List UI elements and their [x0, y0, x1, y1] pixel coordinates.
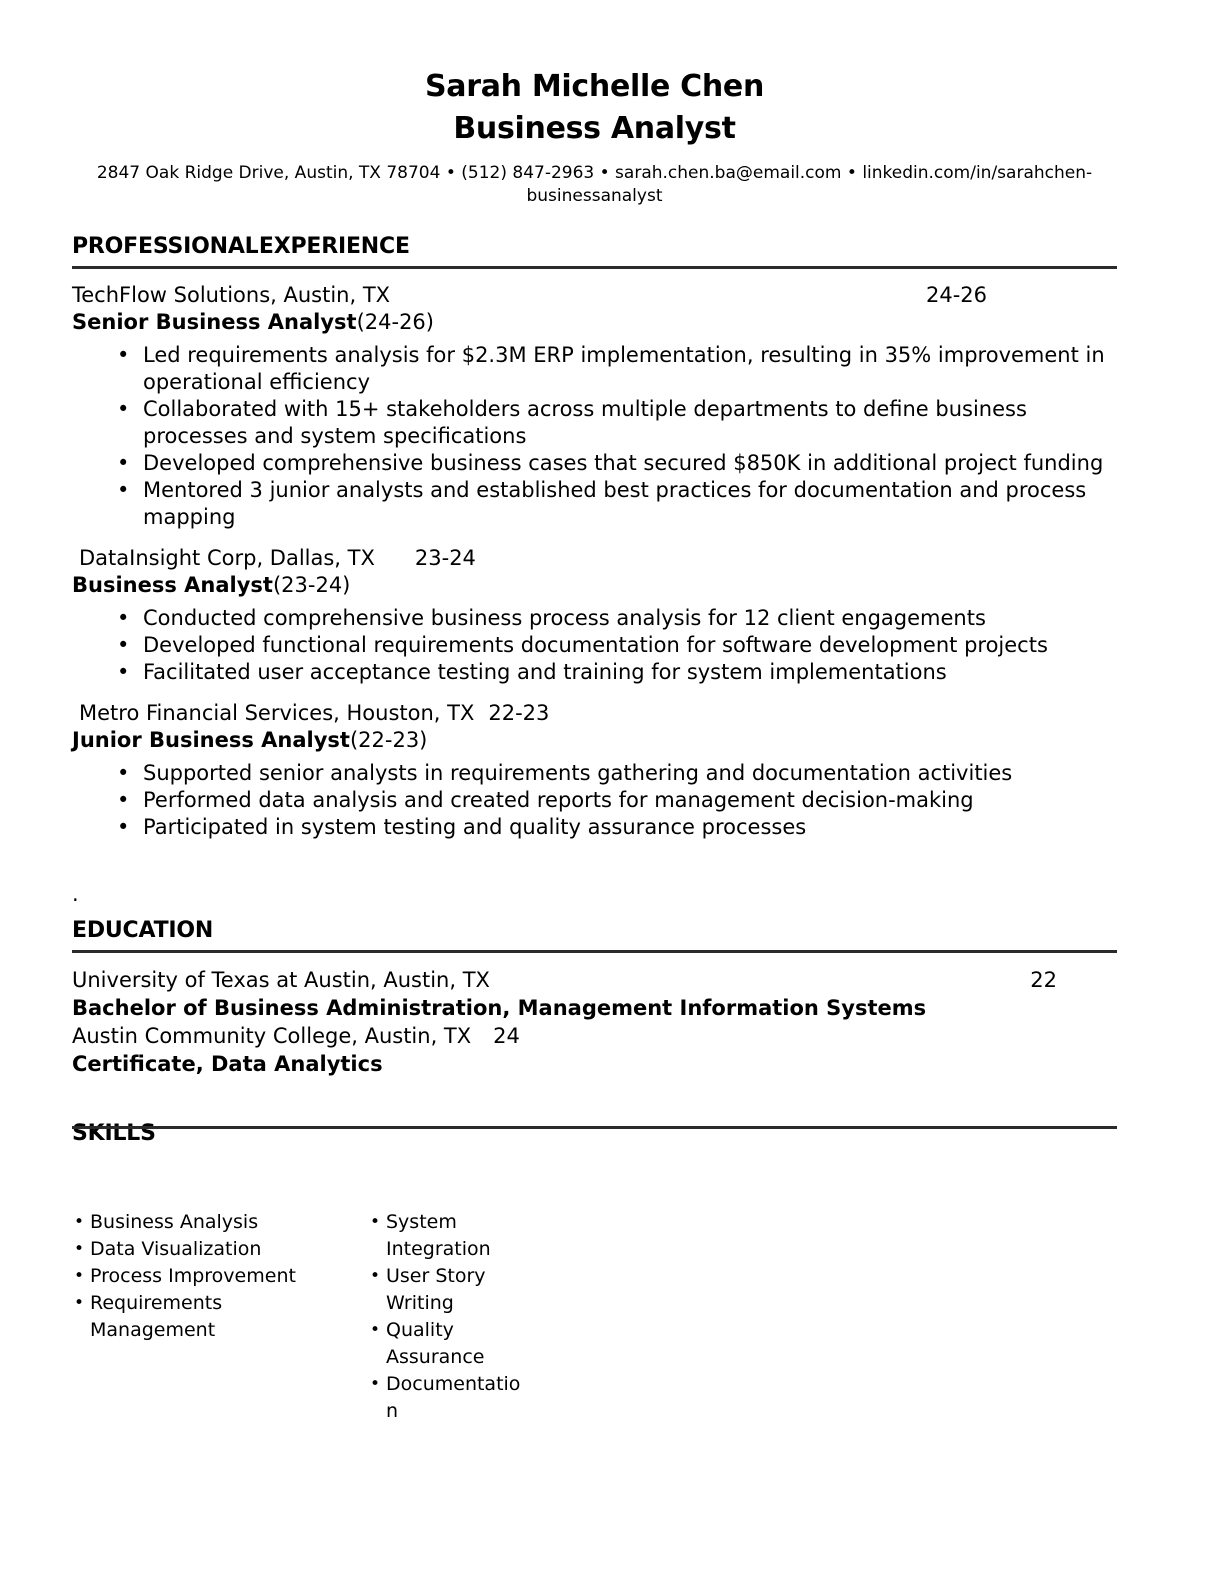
education-dates: 24	[493, 1024, 520, 1048]
person-name: Sarah Michelle Chen	[424, 69, 765, 104]
school-name: Austin Community College, Austin, TX	[72, 1024, 472, 1048]
degree-name: Bachelor of Business Administration, Management Information Systems	[72, 996, 927, 1020]
entry-bullet-list	[72, 342, 1117, 531]
bullet-item: • Led requirements analysis for $2.3M ERP implementation, resulting in 35% improvement in operational efficiency	[72, 342, 1117, 396]
education-dates: 22	[1030, 968, 1057, 992]
degree-name: Certificate, Data Analytics	[72, 1052, 383, 1076]
job-title: Junior Business Analyst	[72, 728, 350, 752]
bullet-item: • Supported senior analysts in requirements gathering and documentation activities	[72, 760, 1117, 787]
skill-item: • Data Visualization	[72, 1236, 320, 1263]
contact-line-2: businessanalyst	[526, 186, 663, 206]
bullet-item: • Performed data analysis and created reports for management decision-making	[72, 787, 1117, 814]
skill-item: • Requirements Management	[72, 1290, 320, 1344]
education-body	[72, 966, 1117, 1078]
bullet-item: • Facilitated user acceptance testing and training for system implementations	[72, 659, 1117, 686]
entry-company-row	[72, 545, 1117, 572]
bullet-item: • Developed functional requirements documentation for software development projects	[72, 632, 1117, 659]
skill-item: • System Integration	[368, 1209, 526, 1263]
company-name: Metro Financial Services, Houston, TX	[79, 701, 475, 725]
bullet-item: • Collaborated with 15+ stakeholders across multiple departments to define business processes and system specifications	[72, 396, 1117, 450]
person-job-title: Business Analyst	[453, 111, 736, 146]
section-professional-experience	[72, 234, 1117, 905]
bullet-item: • Mentored 3 junior analysts and established best practices for documentation and process mapping	[72, 477, 1117, 531]
skill-item: • Quality Assurance	[368, 1317, 526, 1371]
school-name: University of Texas at Austin, Austin, TX	[72, 968, 490, 992]
contact-info	[72, 162, 1117, 208]
experience-entry-techflow	[72, 282, 1117, 531]
entry-title-row	[72, 572, 1117, 599]
skills-column-2	[368, 1209, 526, 1425]
experience-entry-metro-financial	[72, 700, 1117, 841]
job-title-dates: (24-26)	[356, 310, 434, 334]
education-school-row	[72, 1022, 1117, 1050]
education-heading: EDUCATION	[72, 918, 1117, 953]
entry-company-row	[72, 282, 1117, 309]
skills-heading: SKILLS	[72, 1121, 1117, 1147]
experience-heading: PROFESSIONAL EXPERIENCE	[72, 234, 1117, 269]
company-name: DataInsight Corp, Dallas, TX	[79, 546, 375, 570]
contact-line-1: 2847 Oak Ridge Drive, Austin, TX 78704 • (512) 847-2963 • sarah.chen.ba@email.com • linkedin.com/in/sarahchen-	[96, 163, 1093, 183]
entry-company-row	[72, 700, 1117, 727]
skill-item: • User Story Writing	[368, 1263, 526, 1317]
job-title-dates: (23-24)	[272, 573, 351, 597]
entry-dates: 24-26	[925, 283, 987, 307]
skills-columns	[72, 1209, 1117, 1425]
bullet-item: • Conducted comprehensive business process analysis for 12 client engagements	[72, 605, 1117, 632]
entry-dates: 23-24	[414, 546, 476, 570]
job-title: Business Analyst	[72, 573, 273, 597]
education-school-row	[72, 966, 1117, 994]
entry-bullet-list	[72, 760, 1117, 841]
job-title-dates: (22-23)	[349, 728, 428, 752]
entry-title-row	[72, 727, 1117, 754]
skill-item: • Documentation	[368, 1371, 526, 1425]
entry-dates: 22-23	[488, 701, 550, 725]
bullet-item: • Developed comprehensive business cases that secured $850K in additional project funding	[72, 450, 1117, 477]
bullet-item: • Participated in system testing and quality assurance processes	[72, 814, 1117, 841]
section-skills	[72, 1121, 1117, 1425]
section-education	[72, 918, 1117, 1078]
stray-period: .	[72, 882, 79, 906]
experience-entry-datainsight	[72, 545, 1117, 686]
entry-bullet-list	[72, 605, 1117, 686]
job-title: Senior Business Analyst	[72, 310, 357, 334]
entry-title-row	[72, 309, 1117, 336]
resume-header	[72, 66, 1117, 208]
skills-column-1	[72, 1209, 368, 1425]
company-name: TechFlow Solutions, Austin, TX	[72, 283, 391, 307]
skill-item: • Business Analysis	[72, 1209, 320, 1236]
skill-item: • Process Improvement	[72, 1263, 320, 1290]
